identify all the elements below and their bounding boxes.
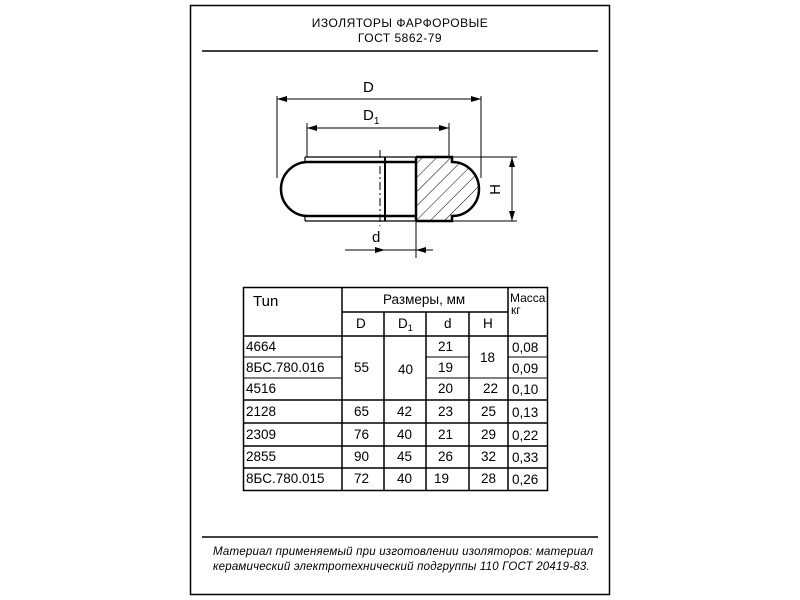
- title-line-1: ИЗОЛЯТОРЫ ФАРФОРОВЫЕ: [311, 16, 489, 30]
- type-4664: 4664: [246, 339, 277, 354]
- dim-D1-label: [363, 107, 380, 127]
- header-dimensions: Размеры, мм: [383, 292, 466, 307]
- type-8bs-780-016: 8БС.780.016: [246, 360, 325, 375]
- d-8bs-780-015: 19: [434, 471, 450, 486]
- D-2128: 65: [354, 404, 370, 419]
- header-mass-line-2: кг: [511, 303, 521, 317]
- H-2309: 29: [481, 427, 497, 442]
- group-D1-value: 40: [398, 362, 414, 377]
- D1-8bs-780-015: 40: [397, 471, 413, 486]
- mass-4516: 0,10: [512, 382, 539, 397]
- H-2128: 25: [481, 404, 497, 419]
- material-note-line-2: керамический электротехнический подгруппы 110 ГОСТ 20419-83.: [213, 561, 590, 573]
- material-note-line-1: Материал применяемый при изготовлении изоляторов: материал: [213, 546, 594, 558]
- mass-8bs-780-016: 0,09: [512, 361, 539, 376]
- dim-H-label: H: [486, 184, 504, 195]
- title-line-2: ГОСТ 5862-79: [357, 31, 443, 45]
- H-4516: 22: [483, 381, 499, 396]
- mass-4664: 0,08: [512, 340, 539, 355]
- mass-2855: 0,33: [512, 450, 539, 465]
- H-2855: 32: [481, 449, 497, 464]
- header-D1-main: D: [398, 316, 408, 331]
- d-8bs-780-016: 19: [438, 360, 454, 375]
- type-8bs-780-015: 8БС.780.015: [246, 471, 325, 486]
- mass-8bs-780-015: 0,26: [512, 472, 539, 487]
- D-8bs-780-015: 72: [354, 471, 370, 486]
- group-H-value: 18: [480, 350, 496, 365]
- header-d: d: [444, 316, 452, 331]
- spec-table-grid: [243, 287, 548, 491]
- dim-D1-label-main: D: [363, 107, 374, 124]
- header-D1: [398, 316, 413, 331]
- D-2855: 90: [354, 449, 370, 464]
- H-8bs-780-015: 28: [481, 471, 497, 486]
- d-2128: 23: [438, 404, 454, 419]
- D-2309: 76: [354, 427, 370, 442]
- D1-2128: 42: [397, 404, 413, 419]
- dim-d-label: d: [372, 229, 381, 246]
- type-2309: 2309: [246, 427, 277, 442]
- header-H: H: [483, 316, 493, 331]
- group-D-value: 55: [354, 360, 370, 375]
- header-D1-sub: 1: [407, 323, 413, 333]
- header-mass-line-1: Масса,: [510, 291, 549, 305]
- dim-D1-label-sub: 1: [373, 116, 380, 127]
- mass-2309: 0,22: [512, 428, 539, 443]
- type-4516: 4516: [246, 381, 277, 396]
- type-2855: 2855: [246, 449, 277, 464]
- insulator-drawing: [277, 96, 517, 258]
- d-2855: 26: [438, 449, 454, 464]
- header-type: Tun: [253, 293, 279, 310]
- d-2309: 21: [438, 427, 454, 442]
- dim-D-label: D: [363, 79, 374, 96]
- D1-2855: 45: [397, 449, 413, 464]
- d-4516: 20: [438, 381, 454, 396]
- header-D: D: [356, 316, 366, 331]
- section-hatch: [416, 157, 479, 221]
- mass-2128: 0,13: [512, 405, 539, 420]
- type-2128: 2128: [246, 404, 277, 419]
- insulator-outline: [281, 162, 416, 216]
- D1-2309: 40: [397, 427, 413, 442]
- d-4664: 21: [438, 339, 454, 354]
